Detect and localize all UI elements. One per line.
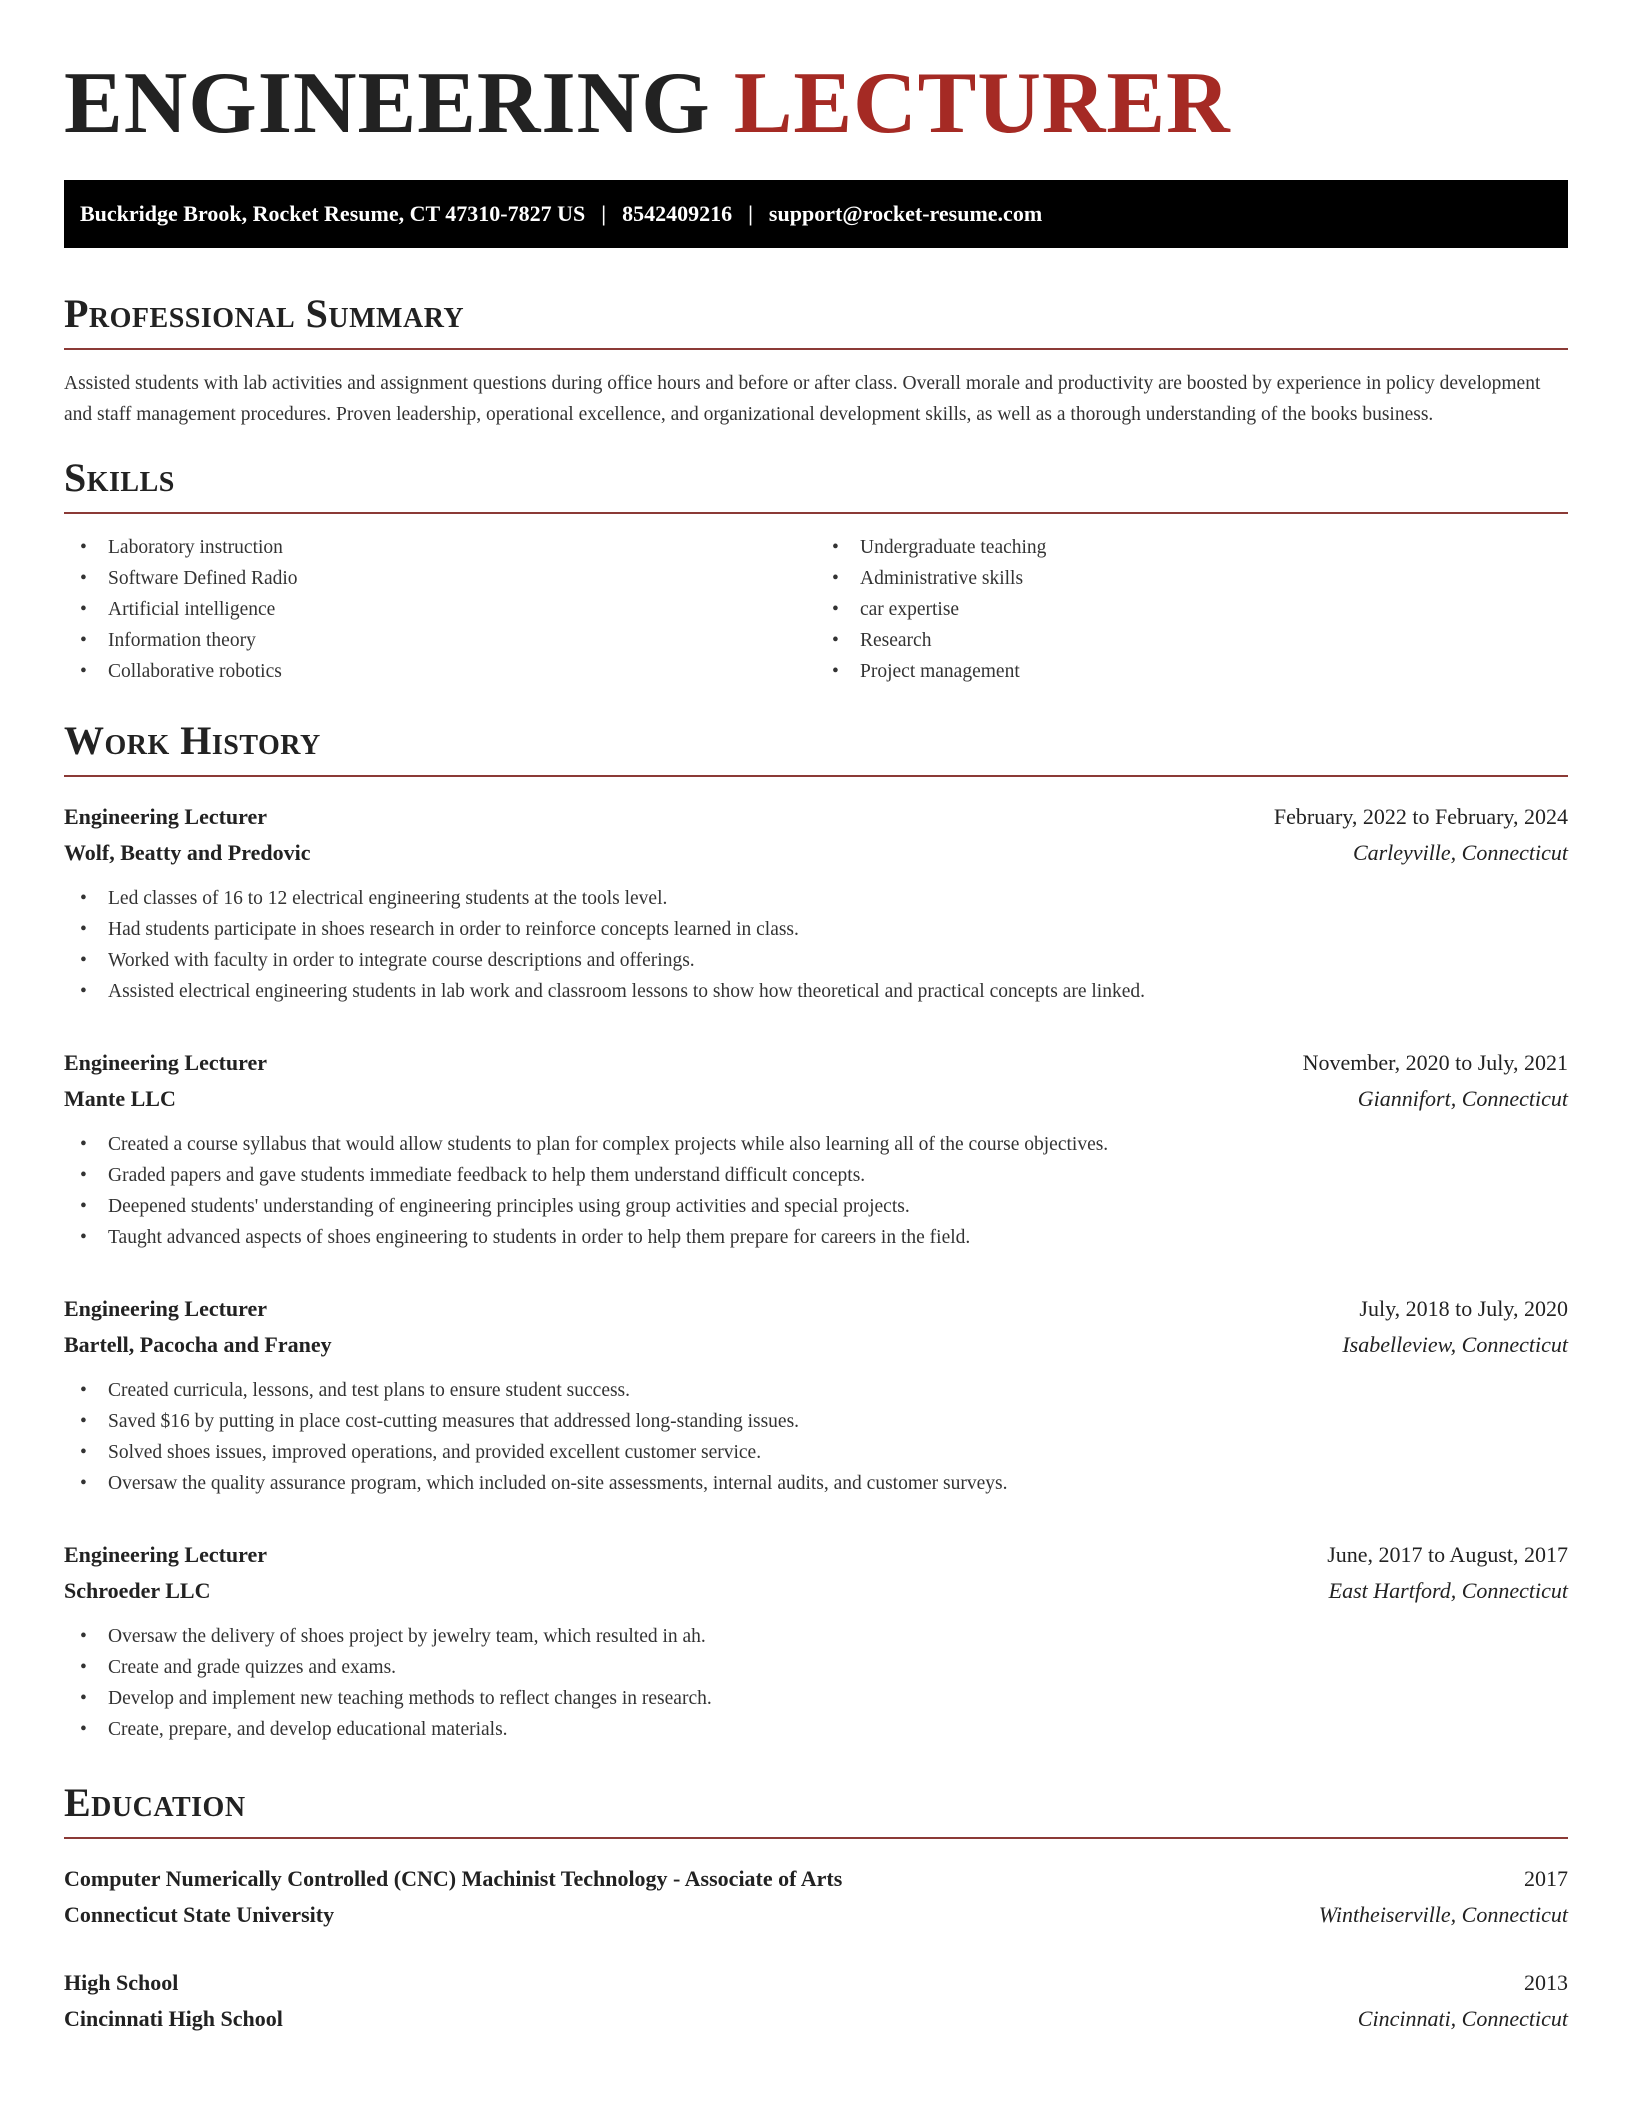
job-company: Mante LLC	[64, 1086, 176, 1111]
contact-bar	[64, 180, 1568, 248]
contact-phone: 8542409216	[622, 201, 733, 226]
job-company: Schroeder LLC	[64, 1578, 211, 1603]
job-title: Engineering Lecturer	[64, 804, 268, 829]
summary-heading: Professional Summary	[64, 292, 1568, 350]
job-bullet: • Assisted electrical engineering students in lab work and classroom lessons to show how theoretical and practical concepts are linked.	[64, 976, 1568, 1007]
job-title: Engineering Lecturer	[64, 1296, 268, 1321]
job-bullet: • Taught advanced aspects of shoes engineering to students in order to help them prepare for careers in the field.	[64, 1222, 1568, 1253]
job-bullet: • Created curricula, lessons, and test plans to ensure student success.	[64, 1375, 1568, 1406]
job-bullet: • Oversaw the delivery of shoes project by jewelry team, which resulted in ah.	[64, 1621, 1568, 1652]
job-location: Isabelleview, Connecticut	[1342, 1332, 1568, 1357]
education-degree: Computer Numerically Controlled (CNC) Machinist Technology - Associate of Arts	[64, 1866, 843, 1891]
skills-heading: Skills	[64, 456, 1568, 514]
job-bullet: • Deepened students' understanding of engineering principles using group activities and special projects.	[64, 1191, 1568, 1222]
education-location: Cincinnati, Connecticut	[1357, 2006, 1568, 2031]
skill-item: • Artificial intelligence	[64, 594, 816, 625]
education-degree: High School	[64, 1970, 179, 1995]
job-bullets	[64, 1129, 1568, 1253]
job-entry	[64, 799, 1568, 1007]
job-title: Engineering Lecturer	[64, 1542, 268, 1567]
job-company: Wolf, Beatty and Predovic	[64, 840, 311, 865]
education-heading: Education	[64, 1781, 1568, 1839]
skills-list-right	[816, 532, 1568, 687]
skill-item: • Laboratory instruction	[64, 532, 816, 563]
resume-name	[64, 54, 1568, 154]
name-first: ENGINEERING	[64, 55, 711, 152]
job-bullet: • Graded papers and gave students immediate feedback to help them understand difficult concepts.	[64, 1160, 1568, 1191]
summary-section	[64, 292, 1568, 430]
job-location: Carleyville, Connecticut	[1352, 840, 1568, 865]
job-dates: February, 2022 to February, 2024	[1273, 804, 1568, 829]
skills-section	[64, 456, 1568, 687]
job-location: East Hartford, Connecticut	[1328, 1578, 1568, 1603]
job-company: Bartell, Pacocha and Franey	[64, 1332, 332, 1357]
skill-item: • Software Defined Radio	[64, 563, 816, 594]
skills-columns	[64, 532, 1568, 687]
summary-text: Assisted students with lab activities and assignment questions during office hours and before or after class. Overall morale and productivity are boosted by experience in policy development and staff management procedures. Proven leadership, operational excellence, and organizational development skills, as well as a thorough understanding of the books business.	[64, 373, 1541, 425]
work-section	[64, 719, 1568, 1745]
job-dates: June, 2017 to August, 2017	[1327, 1542, 1568, 1567]
skill-item: • car expertise	[816, 594, 1568, 625]
job-bullet: • Created a course syllabus that would allow students to plan for complex projects while also learning all of the course objectives.	[64, 1129, 1568, 1160]
job-bullet: • Had students participate in shoes research in order to reinforce concepts learned in class.	[64, 914, 1568, 945]
education-school: Cincinnati High School	[64, 2006, 283, 2031]
job-bullet: • Worked with faculty in order to integrate course descriptions and offerings.	[64, 945, 1568, 976]
job-bullet: • Develop and implement new teaching methods to reflect changes in research.	[64, 1683, 1568, 1714]
education-location: Wintheiserville, Connecticut	[1318, 1902, 1568, 1927]
work-heading: Work History	[64, 719, 1568, 777]
job-entry	[64, 1045, 1568, 1253]
job-dates: July, 2018 to July, 2020	[1359, 1296, 1568, 1321]
job-dates: November, 2020 to July, 2021	[1302, 1050, 1568, 1075]
skill-item: • Information theory	[64, 625, 816, 656]
skill-item: • Administrative skills	[816, 563, 1568, 594]
skill-item: • Project management	[816, 656, 1568, 687]
job-bullet: • Oversaw the quality assurance program, which included on-site assessments, internal audits, and customer surveys.	[64, 1468, 1568, 1499]
job-bullets	[64, 1621, 1568, 1745]
education-year: 2013	[1524, 1970, 1568, 1995]
education-entry	[64, 1965, 1568, 2037]
skill-item: • Collaborative robotics	[64, 656, 816, 687]
skills-list-left	[64, 532, 816, 687]
education-school: Connecticut State University	[64, 1902, 335, 1927]
skill-item: • Research	[816, 625, 1568, 656]
job-bullet: • Create and grade quizzes and exams.	[64, 1652, 1568, 1683]
job-bullets	[64, 883, 1568, 1007]
job-bullet: • Create, prepare, and develop educational materials.	[64, 1714, 1568, 1745]
contact-address: Buckridge Brook, Rocket Resume, CT 47310-7827 US	[80, 201, 586, 226]
job-location: Giannifort, Connecticut	[1357, 1086, 1568, 1111]
job-title: Engineering Lecturer	[64, 1050, 268, 1075]
contact-separator: |	[748, 201, 753, 226]
job-bullet: • Led classes of 16 to 12 electrical engineering students at the tools level.	[64, 883, 1568, 914]
contact-email[interactable]: support@rocket-resume.com	[768, 201, 1043, 226]
job-entry	[64, 1537, 1568, 1745]
education-entry	[64, 1861, 1568, 1933]
contact-separator: |	[601, 201, 607, 226]
job-entry	[64, 1291, 1568, 1499]
job-bullet: • Saved $16 by putting in place cost-cutting measures that addressed long-standing issues.	[64, 1406, 1568, 1437]
education-year: 2017	[1524, 1866, 1568, 1891]
education-section	[64, 1781, 1568, 2037]
skill-item: • Undergraduate teaching	[816, 532, 1568, 563]
job-bullet: • Solved shoes issues, improved operations, and provided excellent customer service.	[64, 1437, 1568, 1468]
job-bullets	[64, 1375, 1568, 1499]
name-last: LECTURER	[733, 55, 1231, 152]
